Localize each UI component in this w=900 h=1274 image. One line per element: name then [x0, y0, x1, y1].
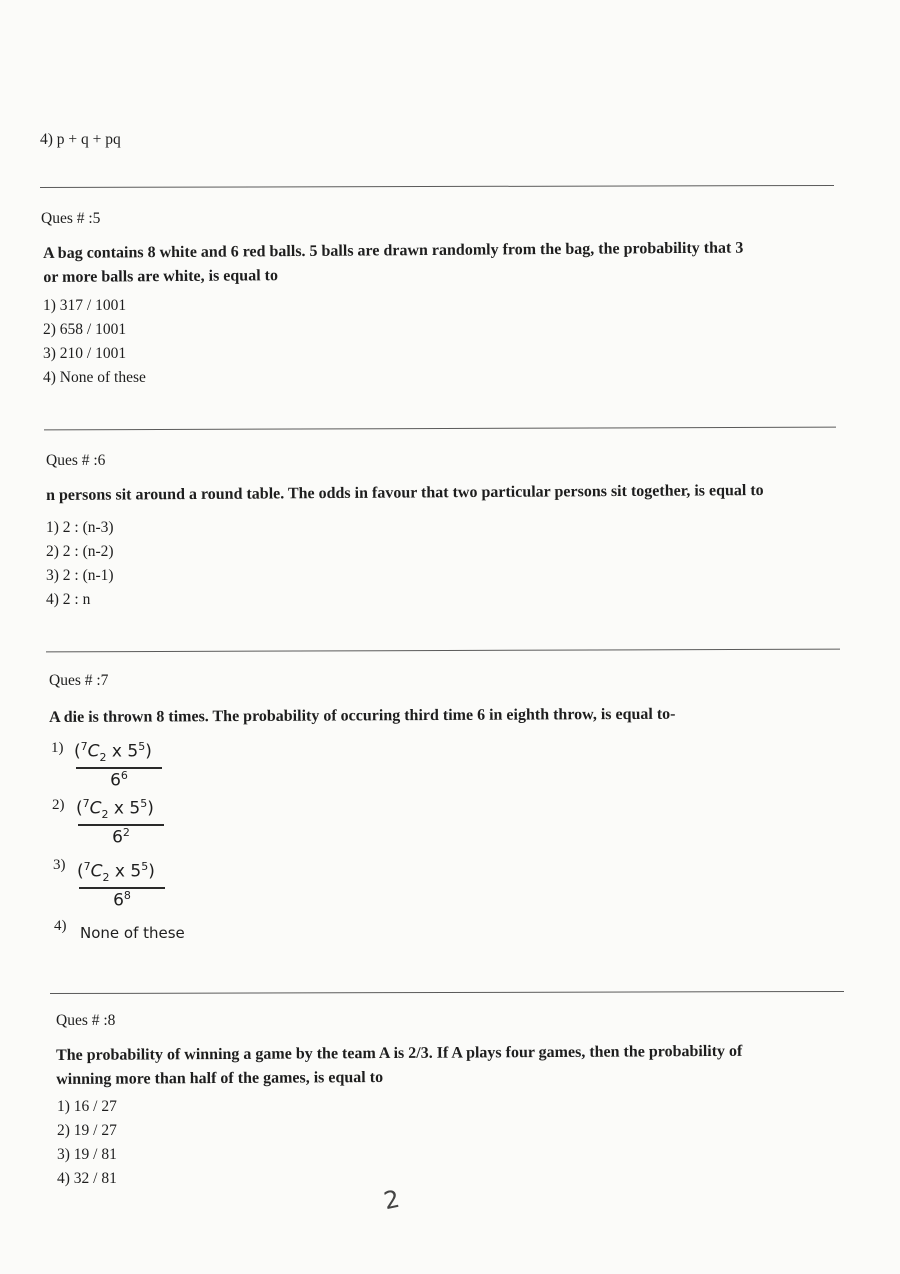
- option: None of these: [80, 924, 185, 942]
- option-index: 1): [51, 740, 64, 756]
- question-text: [43, 237, 744, 290]
- page-number: 2: [381, 1184, 403, 1216]
- prev-option-4: 4) p + q + pq: [40, 131, 121, 148]
- question-text-line: winning more than half of the games, is equal to: [56, 1069, 384, 1088]
- fraction-numerator: ($^7C_2$ x $5^5$): [76, 797, 154, 822]
- option: 2) 2 : (n-2): [46, 543, 114, 560]
- question-text: [49, 703, 676, 730]
- option-index: 3): [53, 857, 66, 873]
- fraction-denominator: $6^8$: [113, 889, 131, 911]
- fraction-option: [77, 860, 177, 916]
- question-header: Ques # :5: [41, 210, 101, 227]
- option: 3) 2 : (n-1): [46, 567, 114, 584]
- fraction-numerator: ($^7C_2$ x $5^5$): [77, 860, 155, 885]
- fraction-numerator: ($^7C_2$ x $5^5$): [74, 740, 152, 765]
- option: 3) 210 / 1001: [43, 345, 127, 362]
- divider: [40, 185, 834, 188]
- options-list: [57, 1095, 117, 1191]
- options-list: [46, 516, 114, 612]
- question-text-line: The probability of winning a game by the team A is 2/3. If A plays four games, then the probability of: [56, 1042, 743, 1064]
- question-header: Ques # :6: [46, 452, 106, 469]
- divider: [50, 991, 844, 994]
- question-header: Ques # :7: [49, 672, 109, 689]
- options-list: [43, 294, 146, 390]
- question-text: [46, 479, 764, 508]
- option: 4) None of these: [43, 369, 146, 386]
- question-header: Ques # :8: [56, 1012, 116, 1029]
- question-text-line: A die is thrown 8 times. The probability of occuring third time 6 in eighth throw, is equal to-: [49, 705, 676, 726]
- fraction-denominator: $6^6$: [110, 769, 128, 791]
- question-text-line: n persons sit around a round table. The odds in favour that two particular persons sit together, is equal to: [46, 481, 764, 504]
- divider: [44, 427, 836, 431]
- fraction-option: [74, 740, 174, 796]
- fraction-option: [76, 797, 176, 853]
- option: 3) 19 / 81: [57, 1146, 117, 1163]
- option-index: 2): [52, 797, 65, 813]
- option: 4) 2 : n: [46, 591, 91, 608]
- option: 1) 2 : (n-3): [46, 519, 114, 536]
- question-text: [56, 1040, 743, 1092]
- option: 1) 16 / 27: [57, 1098, 117, 1115]
- question-text-line: or more balls are white, is equal to: [43, 267, 278, 286]
- option: 2) 19 / 27: [57, 1122, 117, 1139]
- fraction-denominator: $6^2$: [112, 826, 130, 848]
- question-text-line: A bag contains 8 white and 6 red balls. 5 balls are drawn randomly from the bag, the probability that 3: [43, 239, 744, 262]
- divider: [46, 649, 840, 653]
- option: 2) 658 / 1001: [43, 321, 127, 338]
- option: 1) 317 / 1001: [43, 297, 127, 314]
- option-index: 4): [54, 918, 67, 934]
- option: 4) 32 / 81: [57, 1170, 117, 1187]
